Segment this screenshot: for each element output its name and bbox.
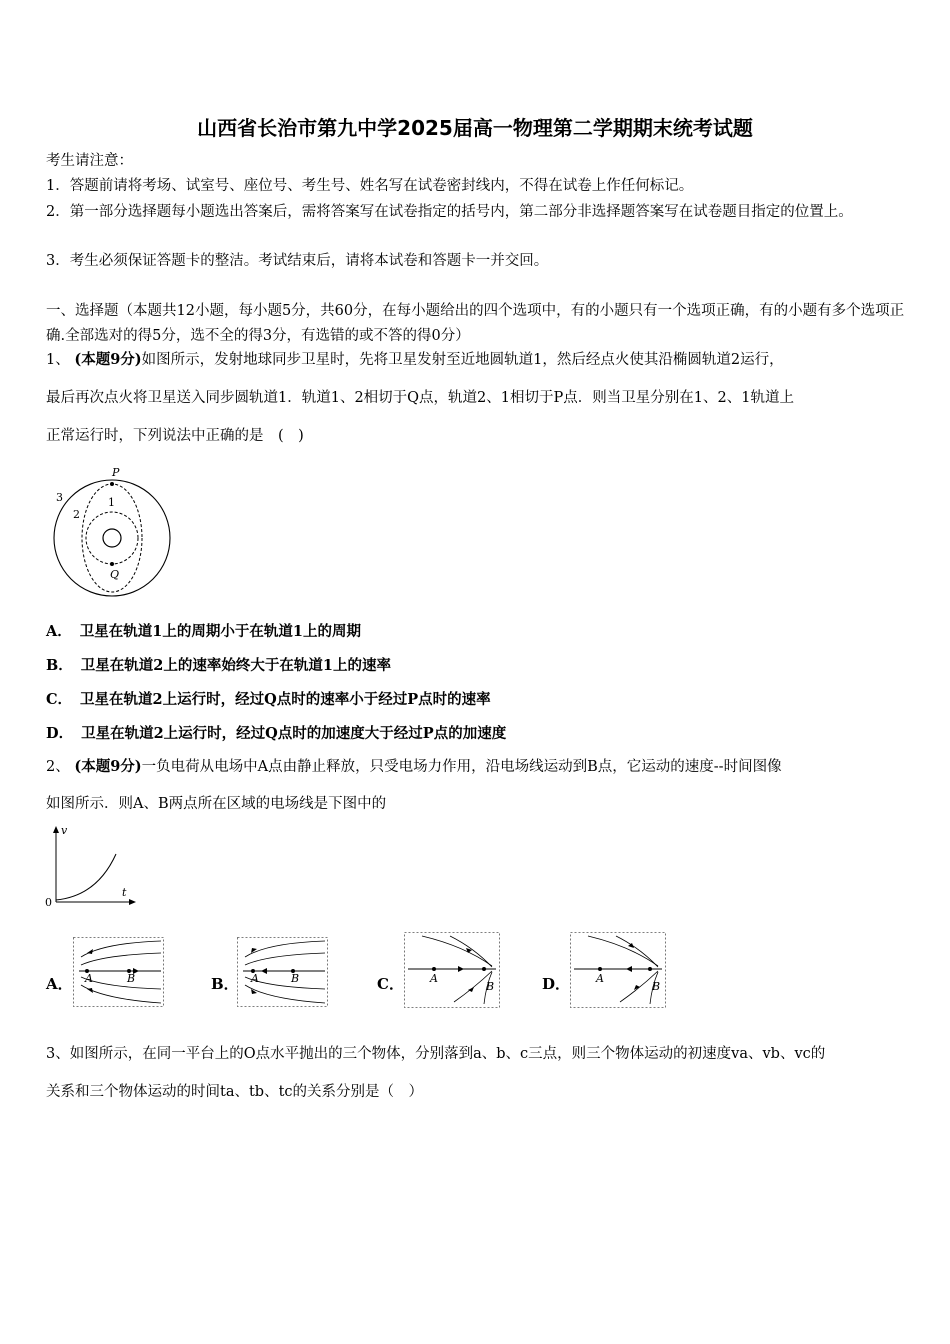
q1-option-a[interactable] (46, 620, 361, 641)
q2-text-1: 一负电荷从电场中A点由静止释放，只受电场力作用，沿电场线运动到B点，它运动的速度--时间图像 (141, 759, 782, 775)
q1-line2: 最后再次点火将卫星送入同步圆轨道1．轨道1、2相切于Q点，轨道2、1相切于P点．则当卫星分别在1、2、1轨道上 (46, 390, 794, 406)
q1-option-d[interactable] (46, 722, 506, 743)
q2-points: (本题9分) (74, 758, 142, 775)
q2-number: 2、 (46, 759, 70, 775)
section1-heading: 一、选择题（本题共12小题，每小题5分，共60分，在每小题给出的四个选项中，有的小题只有一个选项正确，有的小题有多个选项正确.全部选对的得5分，选不全的得3分，有选错的或不答的得0分） (46, 303, 905, 344)
q1-line1 (46, 349, 908, 371)
notice-item-3: 3．考生必须保证答题卡的整洁。考试结束后，请将本试卷和答题卡一并交回。 (46, 253, 549, 269)
q1-option-d-text: 卫星在轨道2上运行时，经过Q点时的加速度大于经过P点的加速度 (81, 725, 507, 742)
q1-option-c-letter: C． (46, 691, 73, 708)
q2-d-point-b: B (652, 980, 661, 993)
q1-option-b-text: 卫星在轨道2上的速率始终大于在轨道1上的速率 (80, 657, 391, 674)
vt-axis-t: t (122, 886, 127, 899)
q1-option-c-text: 卫星在轨道2上运行时，经过Q点时的速率小于经过P点时的速率 (80, 691, 491, 708)
q1-option-c[interactable] (46, 688, 491, 709)
q1-option-b[interactable] (46, 654, 391, 675)
q2-a-point-a: A (85, 972, 93, 985)
q2-a-point-b: B (127, 972, 136, 985)
q1-number: 1、 (46, 352, 70, 368)
notice-heading: 考生请注意： (46, 153, 133, 169)
q2-option-d-letter[interactable]: D． (542, 975, 571, 993)
q3-line1: 3、如图所示，在同一平台上的O点水平抛出的三个物体，分别落到a、b、c三点，则三个物体运动的初速度va、vb、vc的 (46, 1046, 826, 1062)
q2-option-c-letter[interactable]: C． (377, 975, 404, 993)
label-p: P (112, 466, 120, 479)
q2-option-b-figure[interactable] (237, 937, 328, 1007)
point-q-dot (110, 562, 114, 566)
q2-c-point-a: A (430, 972, 438, 985)
page-title: 山西省长治市第九中学2025届高一物理第二学期期末统考试题 (197, 116, 753, 140)
q1-text-1: 如图所示，发射地球同步卫星时，先将卫星发射至近地圆轨道1，然后经点火使其沿椭圆轨道2运行， (141, 352, 784, 368)
q2-line2: 如图所示．则A、B两点所在区域的电场线是下图中的 (46, 796, 387, 812)
vt-graph (42, 824, 142, 910)
label-orbit3: 3 (56, 491, 63, 504)
orbit-figure (46, 458, 176, 598)
q1-points: (本题9分) (74, 351, 142, 368)
vt-origin: 0 (45, 896, 52, 909)
vt-axis-v: v (61, 824, 68, 837)
label-orbit1: 1 (108, 496, 115, 509)
q2-option-b-letter[interactable]: B． (211, 975, 239, 993)
point-p-dot (110, 482, 114, 486)
q2-b-point-b: B (291, 972, 300, 985)
q3-line2: 关系和三个物体运动的时间ta、tb、tc的关系分别是（ ） (46, 1084, 424, 1100)
q2-option-a-letter[interactable]: A． (46, 975, 73, 993)
label-q: Q (110, 568, 120, 581)
q2-option-c-figure[interactable] (404, 932, 500, 1008)
notice-item-2: 2．第一部分选择题每小题选出答案后，需将答案写在试卷指定的括号内，第二部分非选择题答案写在试卷题目指定的位置上。 (46, 204, 853, 220)
vt-curve (56, 854, 116, 900)
q2-c-point-b: B (486, 980, 495, 993)
q1-option-b-letter: B． (46, 657, 73, 674)
notice-item-1: 1．答题前请将考场、试室号、座位号、考生号、姓名写在试卷密封线内，不得在试卷上作任何标记。 (46, 178, 694, 194)
q1-option-d-letter: D． (46, 725, 74, 742)
q2-b-point-a: A (251, 972, 259, 985)
q1-option-a-text: 卫星在轨道1上的周期小于在轨道1上的周期 (79, 623, 361, 640)
q2-line1 (46, 756, 908, 778)
q1-option-a-letter: A． (46, 623, 72, 640)
q2-option-d-figure[interactable] (570, 932, 666, 1008)
q2-d-point-a: A (596, 972, 604, 985)
label-orbit2: 2 (73, 508, 80, 521)
q1-line3: 正常运行时，下列说法中正确的是 ( ) (46, 428, 304, 444)
q2-option-a-figure[interactable] (73, 937, 164, 1007)
